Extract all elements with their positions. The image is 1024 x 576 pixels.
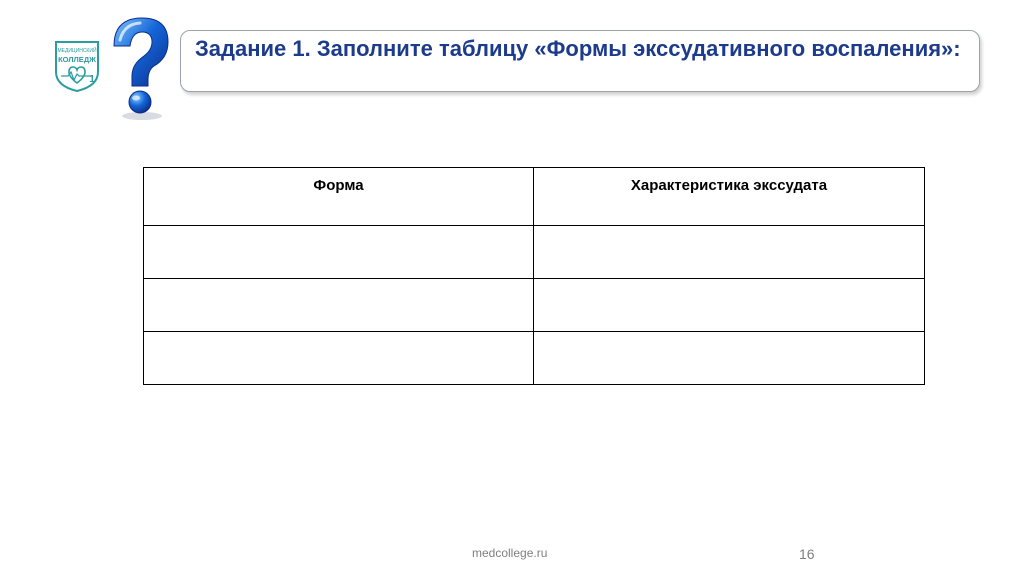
header-exudate-characteristic: Характеристика экссудата	[534, 168, 925, 226]
table-row	[144, 332, 925, 385]
table-row	[144, 226, 925, 279]
page-title: Задание 1. Заполните таблицу «Формы экссудативного воспаления»:	[195, 36, 961, 61]
page-number: 16	[799, 546, 815, 562]
footer-site: medcollege.ru	[472, 546, 548, 560]
college-logo	[52, 36, 102, 92]
table-cell[interactable]	[534, 279, 925, 332]
logo-small-text: МЕДИЦИНСКИЙ	[57, 48, 97, 54]
table-cell[interactable]	[144, 332, 534, 385]
table-cell[interactable]	[144, 279, 534, 332]
title-box	[180, 30, 980, 92]
question-mark-icon	[104, 14, 174, 122]
college-logo-graphic	[52, 36, 102, 92]
logo-number: 1	[89, 74, 95, 85]
table-header-row	[144, 168, 925, 226]
logo-main-text: КОЛЛЕДЖ	[58, 55, 96, 64]
table-row	[144, 279, 925, 332]
forms-table	[143, 167, 925, 385]
table-cell[interactable]	[534, 332, 925, 385]
table-cell[interactable]	[144, 226, 534, 279]
table-cell[interactable]	[534, 226, 925, 279]
header-form: Форма	[144, 168, 534, 226]
